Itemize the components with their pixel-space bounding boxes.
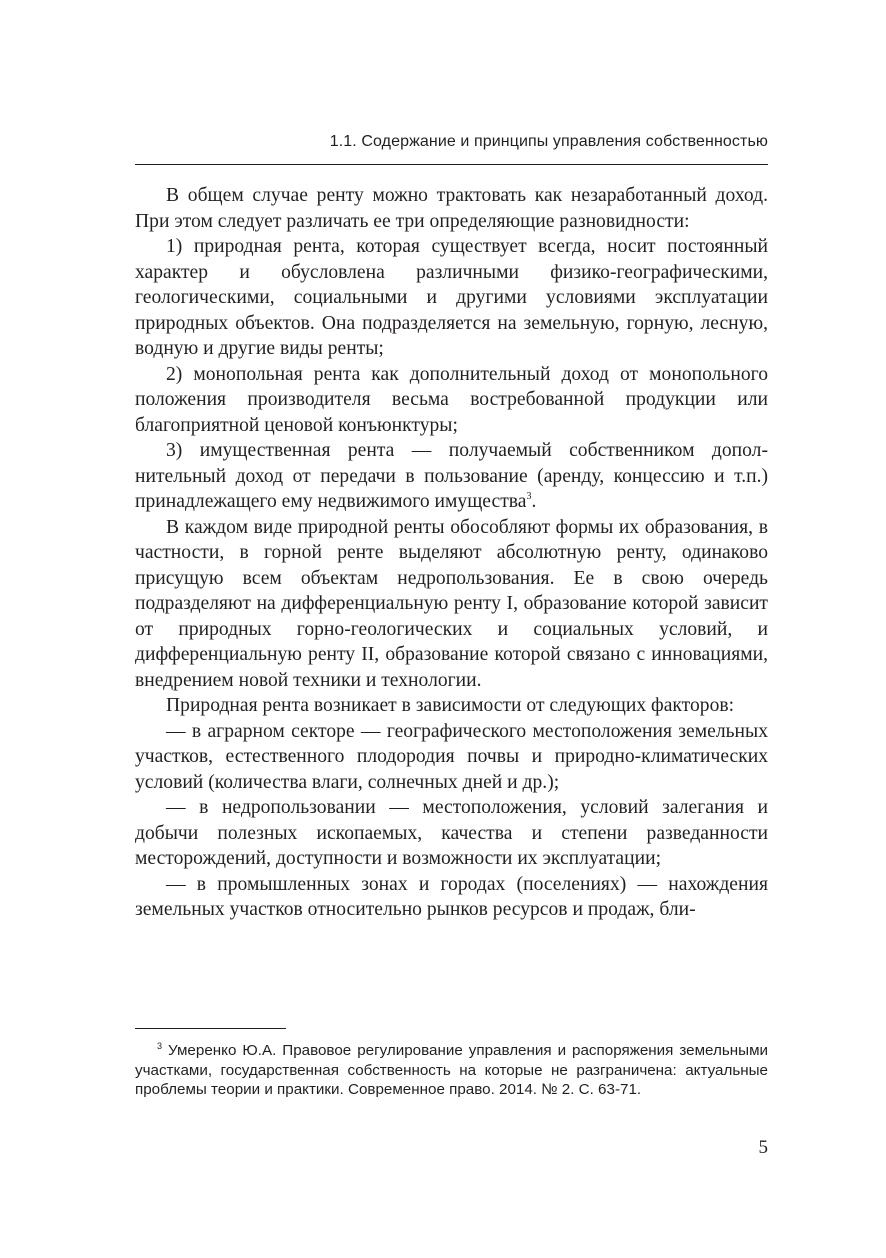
paragraph-text: — в аграрном секторе — географического местоположения земельных участков, естественного плодородия почвы и природно-климатических условий (количества влаги, солнечных дней и др.); bbox=[135, 720, 768, 793]
paragraph-text: В общем случае ренту можно трактовать как незаработанный доход. При этом следует различать ее три определяющие разновидности: bbox=[135, 185, 768, 232]
paragraph bbox=[135, 872, 768, 923]
page-number: 5 bbox=[758, 1137, 768, 1158]
paragraph bbox=[135, 183, 768, 234]
paragraph bbox=[135, 795, 768, 872]
paragraph bbox=[135, 693, 768, 719]
footnote bbox=[135, 1041, 768, 1100]
footnote-text: Умеренко Ю.А. Правовое регулирование управления и распоряжения земельными участками, государственная собственность на которые не разграничена: актуальные проблемы теории и практики. Современное право. 2014. № 2. С. 63-71. bbox=[135, 1042, 768, 1098]
paragraph-text: Природная рента возникает в зависимости от следующих факторов: bbox=[166, 695, 735, 716]
footnote-marker: 3 bbox=[157, 1041, 163, 1051]
paragraph bbox=[135, 438, 768, 515]
footnote-rule bbox=[135, 1028, 286, 1029]
paragraph-text: 3) имущественная рента — получаемый собственником дополнительный доход от передачи в пользование (аренду, концессию и т.п.) принадлежащего ему недвижимого имущества bbox=[135, 440, 768, 512]
paragraph-text: . bbox=[531, 491, 537, 512]
paragraph bbox=[135, 719, 768, 796]
paragraph-text: В каждом виде природной ренты обособляют формы их образования, в частности, в горной ренте выделяют абсолютную ренту, одинаково присущую всем объектам недропользования. Ее в свою очередь подразделяют на дифференциальную ренту I, образование которой зависит от природных горно-геологических и социальных условий, и дифференциальную ренту II, образование которой связано с инновациями, внедрением новой техники и технологии. bbox=[135, 516, 768, 691]
body-text bbox=[135, 183, 768, 923]
paragraph-text: 2) монопольная рента как дополнительный доход от монопольного положения производителя весьма востребованной продукции или благоприятной ценовой конъюнктуры; bbox=[135, 363, 768, 436]
header-rule bbox=[135, 164, 768, 165]
footnote-reference[interactable]: 3 bbox=[526, 491, 532, 502]
running-head: 1.1. Содержание и принципы управления собственностью bbox=[329, 133, 768, 150]
paragraph bbox=[135, 234, 768, 362]
paragraph-text: 1) природная рента, которая существует всегда, носит постоянный характер и обусловлена различными физико-географическими, геологическими, социальными и другими условиями эксплуатации природных объектов. Она подразделяется на земельную, горную, лесную, водную и другие виды ренты; bbox=[135, 236, 768, 359]
paragraph bbox=[135, 515, 768, 694]
paragraph-text: — в промышленных зонах и городах (поселениях) — нахождения земельных участков относительно рынков ресурсов и продаж, бли- bbox=[135, 873, 768, 920]
paragraph bbox=[135, 362, 768, 439]
paragraph-text: — в недропользовании — местоположения, условий залегания и добычи полезных ископаемых, качества и степени разведанности месторождений, доступности и возможности их эксплуатации; bbox=[135, 797, 768, 869]
